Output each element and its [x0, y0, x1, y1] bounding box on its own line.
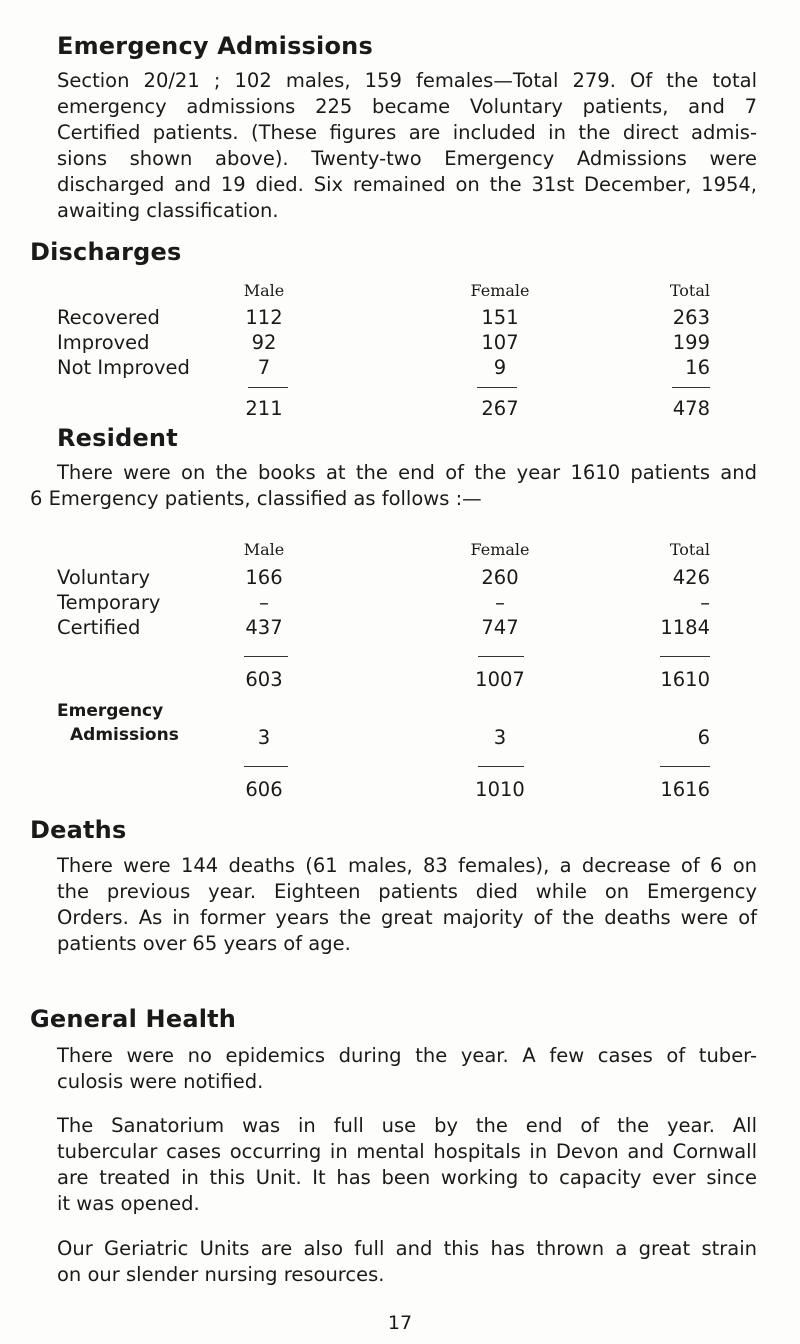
text-line: discharged and 19 died. Six remained on the 31st December, 1954,: [57, 173, 757, 196]
sum-rule: [478, 656, 524, 657]
row-label: Certified: [57, 616, 141, 639]
female-value: 9: [493, 356, 507, 379]
text-line: awaiting classification.: [57, 199, 279, 222]
general-health-paragraph-2: [57, 1113, 757, 1217]
male-value: 112: [245, 306, 283, 329]
column-header-female: Female: [470, 540, 530, 559]
text-line: There were 144 deaths (61 males, 83 females), a decrease of 6 on: [57, 854, 757, 877]
emergency-label-line1: Emergency: [57, 701, 164, 721]
row-label: Temporary: [57, 591, 161, 614]
male-value: 437: [245, 616, 283, 639]
column-header-total: Total: [669, 281, 710, 300]
row-label: Recovered: [57, 306, 160, 329]
deaths-heading: Deaths: [30, 816, 127, 844]
total-subtotal: 1610: [660, 668, 710, 691]
resident-paragraph: [30, 460, 757, 512]
sum-rule: [244, 656, 288, 657]
general-health-paragraph-3: [57, 1236, 757, 1288]
resident-heading: Resident: [57, 424, 178, 452]
column-header-total: Total: [669, 540, 710, 559]
text-line: tubercular cases occurring in mental hospitals in Devon and Cornwall: [57, 1140, 757, 1163]
text-line: it was opened.: [57, 1192, 200, 1215]
deaths-paragraph: [57, 853, 757, 957]
total-value: 1184: [660, 616, 710, 639]
female-value: –: [495, 591, 505, 614]
grand-total: 1616: [660, 778, 710, 801]
grand-total: 478: [672, 397, 710, 420]
female-value: 3: [493, 726, 507, 749]
male-value: 3: [257, 726, 271, 749]
row-label: Voluntary: [57, 566, 151, 589]
text-line: 6 Emergency patients, classified as follows :—: [30, 487, 482, 510]
sum-rule: [248, 387, 288, 388]
text-line: There were on the books at the end of the year 1610 patients and: [57, 461, 757, 484]
text-line: culosis were notified.: [57, 1070, 264, 1093]
female-subtotal: 1007: [475, 668, 525, 691]
female-value: 260: [481, 566, 519, 589]
sum-rule: [660, 656, 710, 657]
emergency-label-line2: Admissions: [70, 725, 179, 745]
text-line: Section 20/21 ; 102 males, 159 females—Total 279. Of the total: [57, 69, 757, 92]
column-header-female: Female: [470, 281, 530, 300]
text-line: Our Geriatric Units are also full and this has thrown a great strain: [57, 1237, 757, 1260]
emergency-admissions-heading: Emergency Admissions: [57, 32, 373, 60]
sum-rule: [477, 387, 517, 388]
text-line: emergency admissions 225 became Voluntary patients, and 7: [57, 95, 757, 118]
female-value: 151: [481, 306, 519, 329]
page-number: 17: [387, 1312, 413, 1334]
male-value: –: [259, 591, 269, 614]
text-line: Orders. As in former years the great majority of the deaths were of: [57, 906, 757, 929]
male-value: 166: [245, 566, 283, 589]
male-value: 92: [251, 331, 277, 354]
discharges-heading: Discharges: [30, 238, 182, 266]
female-grand-total: 1010: [475, 778, 525, 801]
sum-rule: [660, 766, 710, 767]
text-line: sions shown above). Twenty-two Emergency Admissions were: [57, 147, 757, 170]
emergency-admissions-paragraph: [57, 68, 757, 224]
female-value: 107: [481, 331, 519, 354]
row-label: Not Improved: [57, 356, 190, 379]
text-line: the previous year. Eighteen patients died while on Emergency: [57, 880, 757, 903]
female-total: 267: [481, 397, 519, 420]
text-line: Certified patients. (These figures are included in the direct admis-: [57, 121, 757, 144]
text-line: There were no epidemics during the year. A few cases of tuber-: [57, 1044, 757, 1067]
total-value: 16: [685, 356, 710, 379]
male-subtotal: 603: [245, 668, 283, 691]
column-header-male: Male: [243, 281, 285, 300]
total-value: 426: [672, 566, 710, 589]
male-total: 211: [245, 397, 283, 420]
male-value: 7: [257, 356, 271, 379]
text-line: are treated in this Unit. It has been working to capacity ever since: [57, 1166, 757, 1189]
sum-rule: [672, 387, 710, 388]
sum-rule: [244, 766, 288, 767]
text-line: on our slender nursing resources.: [57, 1263, 385, 1286]
total-value: 263: [672, 306, 710, 329]
text-line: patients over 65 years of age.: [57, 932, 351, 955]
total-value: –: [700, 591, 710, 614]
female-value: 747: [481, 616, 519, 639]
row-label: Improved: [57, 331, 150, 354]
text-line: The Sanatorium was in full use by the end of the year. All: [57, 1114, 757, 1137]
general-health-heading: General Health: [30, 1005, 237, 1033]
total-value: 6: [697, 726, 710, 749]
male-grand-total: 606: [245, 778, 283, 801]
general-health-paragraph-1: [57, 1043, 757, 1095]
sum-rule: [478, 766, 524, 767]
total-value: 199: [672, 331, 710, 354]
column-header-male: Male: [243, 540, 285, 559]
